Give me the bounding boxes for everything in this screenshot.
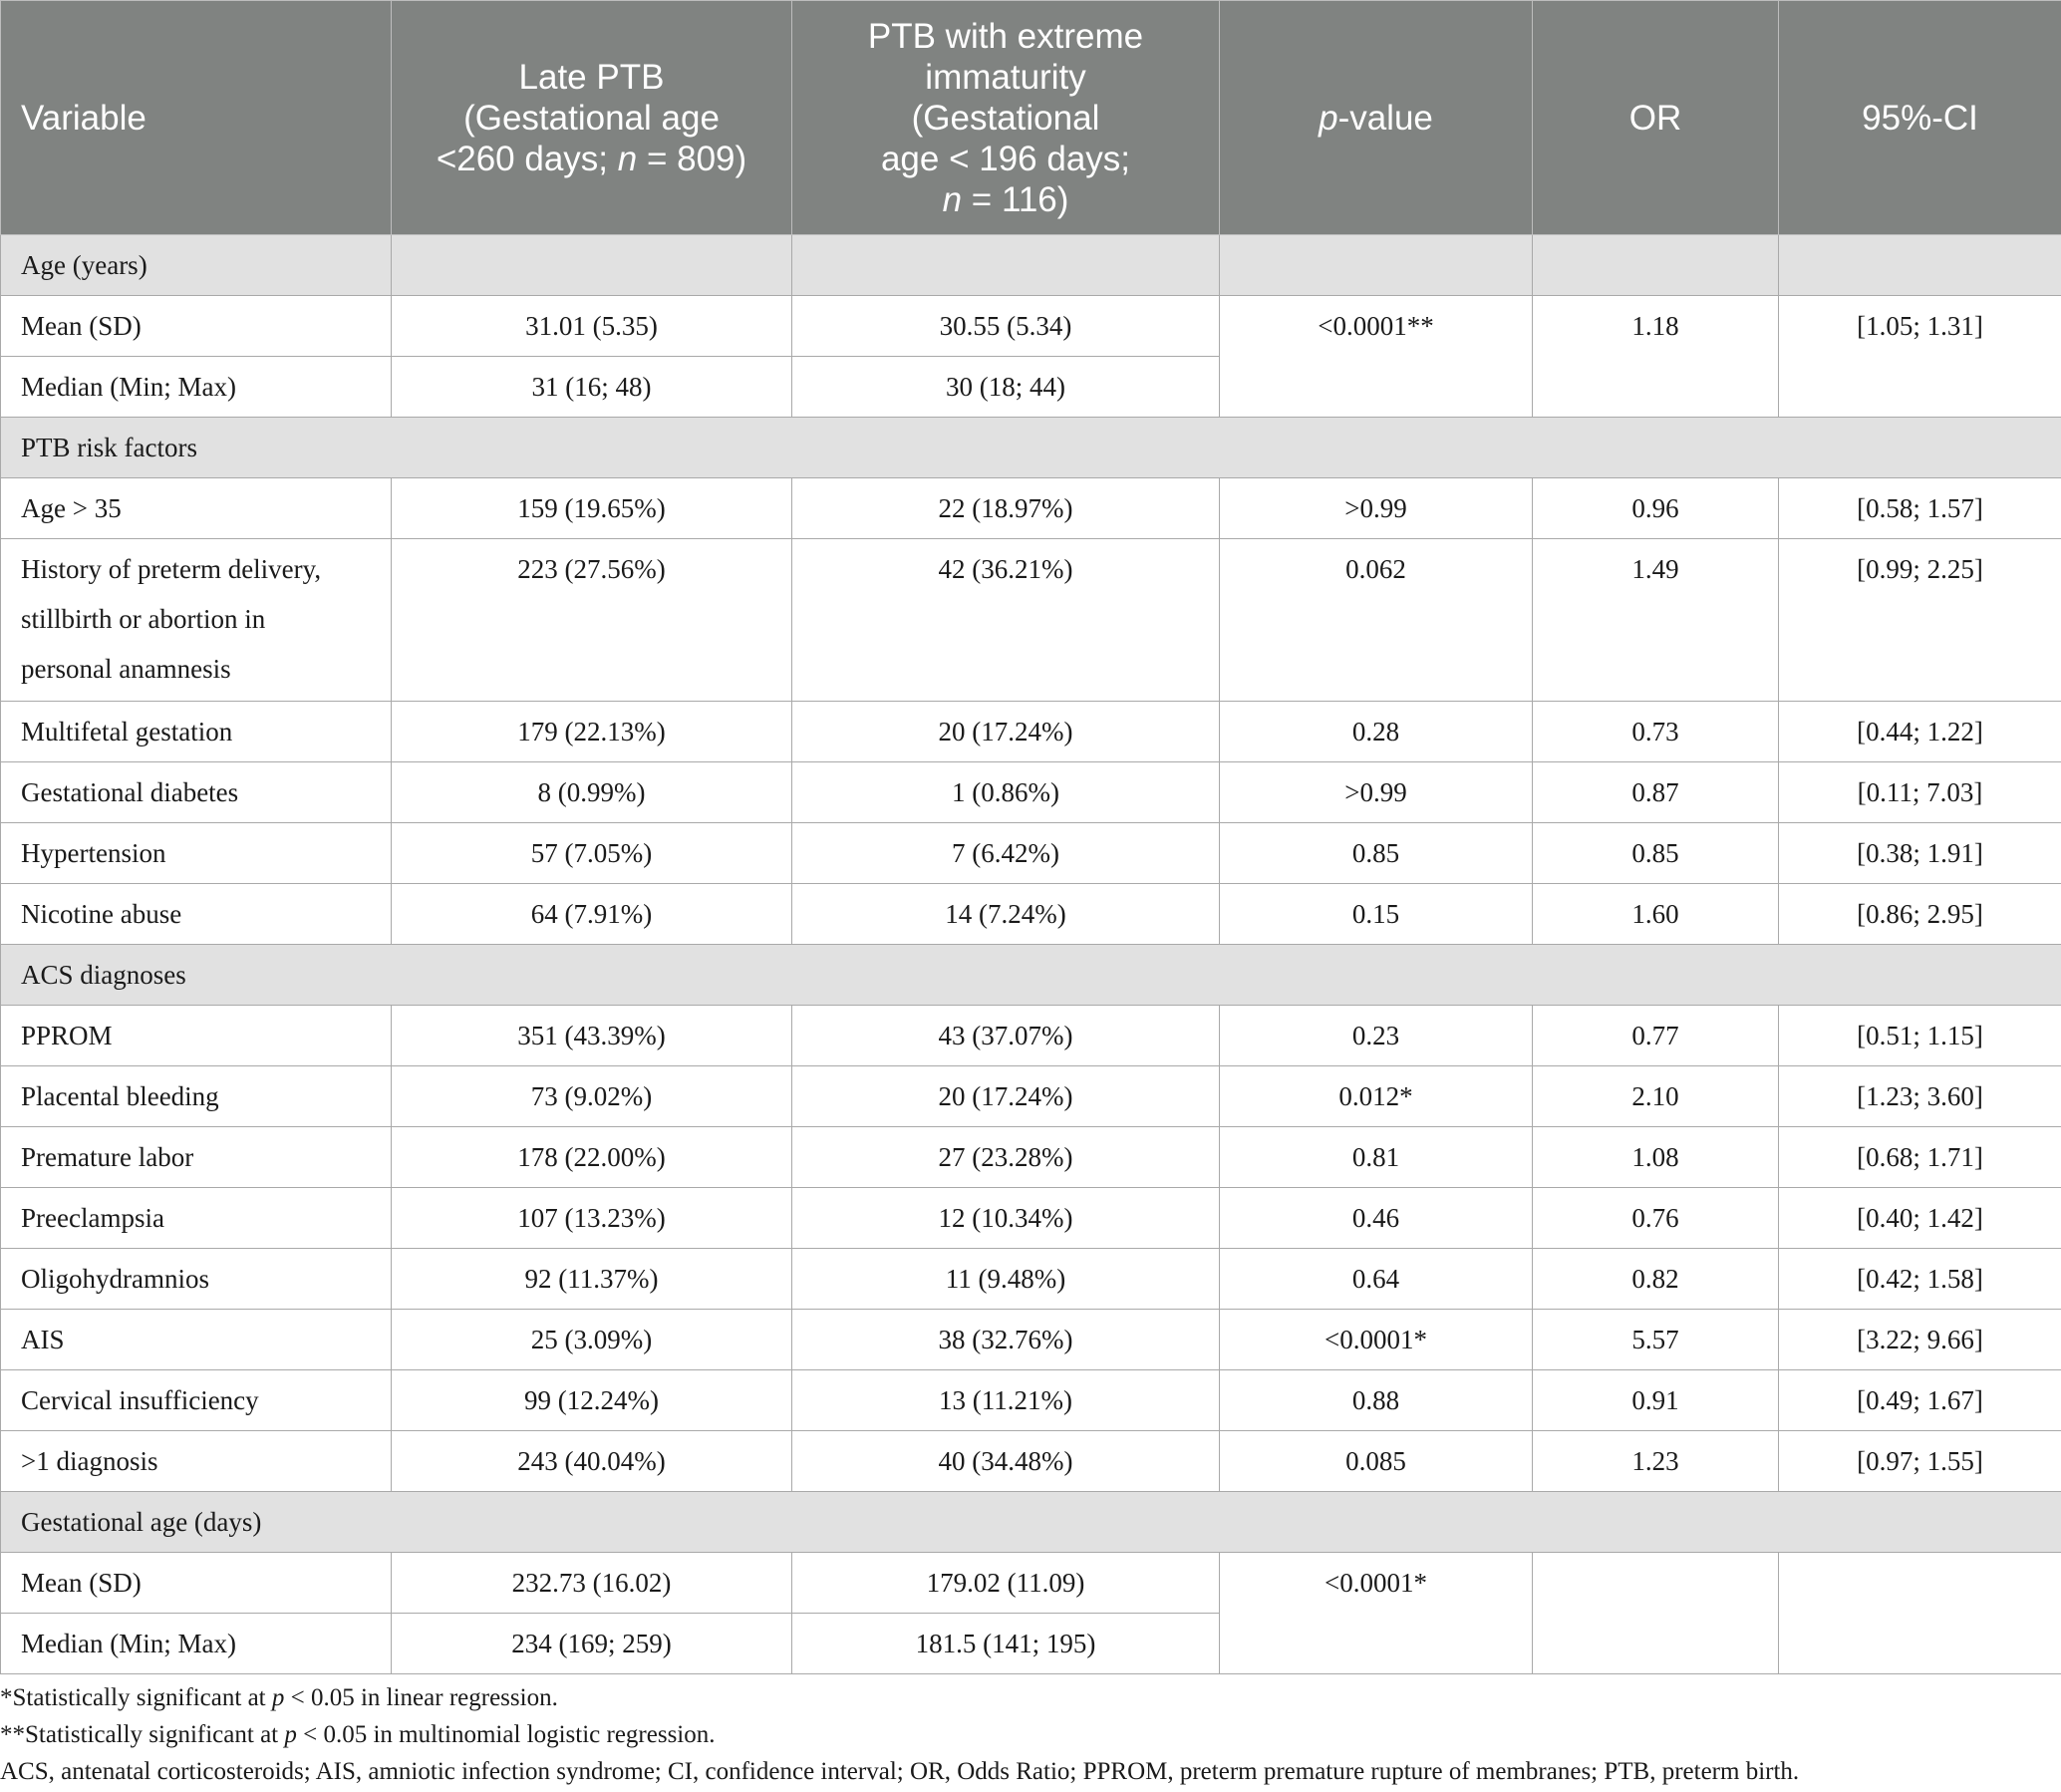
header-extreme-line3: (Gestational: [911, 98, 1100, 138]
section-row-age: [1, 235, 2061, 296]
header-extreme-line2: immaturity: [925, 57, 1086, 97]
section-label: Age (years): [1, 235, 392, 296]
table-footnotes: [0, 1679, 2061, 1790]
gestational-p-value: <0.0001*: [1220, 1553, 1533, 1674]
section-row-acs: [1, 945, 2061, 1006]
table-row: Gestational diabetes 8 (0.99%) 1 (0.86%) >0.99 0.87 [0.11; 7.03]: [1, 762, 2061, 823]
table-row: Multifetal gestation 179 (22.13%) 20 (17.24%) 0.28 0.73 [0.44; 1.22]: [1, 702, 2061, 762]
table-row: Mean (SD) 31.01 (5.35) 30.55 (5.34) <0.0001** 1.18 [1.05; 1.31]: [1, 296, 2061, 357]
age-ci: [1.05; 1.31]: [1779, 296, 2061, 418]
table-row: History of preterm delivery, stillbirth or abortion in personal anamnesis 223 (27.56%) 42 (36.21%) 0.062 1.49 [0.99; 2.25]: [1, 539, 2061, 702]
footnote-linear: *Statistically significant at p < 0.05 in linear regression.: [0, 1684, 558, 1711]
section-label: PTB risk factors: [1, 418, 2061, 478]
header-variable: Variable: [1, 1, 392, 235]
header-ci: 95%-CI: [1779, 1, 2061, 235]
header-or: OR: [1533, 1, 1779, 235]
table-row: Mean (SD) 232.73 (16.02) 179.02 (11.09) <0.0001*: [1, 1553, 2061, 1614]
section-row-gestational: [1, 1492, 2061, 1553]
table-row: Age > 35 159 (19.65%) 22 (18.97%) >0.99 0.96 [0.58; 1.57]: [1, 478, 2061, 539]
age-p-value: <0.0001**: [1220, 296, 1533, 418]
header-late-ptb-line2: (Gestational age: [463, 98, 720, 138]
footnote-multinomial: **Statistically significant at p < 0.05 in multinomial logistic regression.: [0, 1721, 716, 1748]
footnote-abbreviations: ACS, antenatal corticosteroids; AIS, amniotic infection syndrome; CI, confidence interval; OR, Odds Ratio; PPROM, preterm premature rupture of membranes; PTB, preterm birth.: [0, 1758, 1800, 1785]
header-late-ptb-line3: <260 days; n = 809): [436, 139, 747, 178]
table-row: Hypertension 57 (7.05%) 7 (6.42%) 0.85 0.85 [0.38; 1.91]: [1, 823, 2061, 884]
table-header: [1, 1, 2061, 235]
section-label: ACS diagnoses: [1, 945, 2061, 1006]
header-late-ptb-line1: Late PTB: [518, 57, 665, 97]
header-extreme-line4: age < 196 days;: [880, 139, 1131, 178]
table-row: Median (Min; Max) 234 (169; 259) 181.5 (141; 195): [1, 1614, 2061, 1674]
section-row-risk: [1, 418, 2061, 478]
table-row: Oligohydramnios 92 (11.37%) 11 (9.48%) 0.64 0.82 [0.42; 1.58]: [1, 1249, 2061, 1310]
header-late-ptb: [392, 1, 792, 235]
table-row: >1 diagnosis 243 (40.04%) 40 (34.48%) 0.085 1.23 [0.97; 1.55]: [1, 1431, 2061, 1492]
header-extreme-ptb: [792, 1, 1220, 235]
table-row: AIS 25 (3.09%) 38 (32.76%) <0.0001* 5.57 [3.22; 9.66]: [1, 1310, 2061, 1370]
header-p-value: p-value: [1220, 1, 1533, 235]
table-row: PPROM 351 (43.39%) 43 (37.07%) 0.23 0.77 [0.51; 1.15]: [1, 1006, 2061, 1066]
header-extreme-line5: n = 116): [942, 179, 1069, 219]
section-label: Gestational age (days): [1, 1492, 2061, 1553]
table-row: Nicotine abuse 64 (7.91%) 14 (7.24%) 0.15 1.60 [0.86; 2.95]: [1, 884, 2061, 945]
table-row: Cervical insufficiency 99 (12.24%) 13 (11.21%) 0.88 0.91 [0.49; 1.67]: [1, 1370, 2061, 1431]
table-row: Premature labor 178 (22.00%) 27 (23.28%) 0.81 1.08 [0.68; 1.71]: [1, 1127, 2061, 1188]
table-row: Preeclampsia 107 (13.23%) 12 (10.34%) 0.46 0.76 [0.40; 1.42]: [1, 1188, 2061, 1249]
table-row: Placental bleeding 73 (9.02%) 20 (17.24%) 0.012* 2.10 [1.23; 3.60]: [1, 1066, 2061, 1127]
table-row: Median (Min; Max) 31 (16; 48) 30 (18; 44): [1, 357, 2061, 418]
header-extreme-line1: PTB with extreme: [867, 16, 1144, 56]
age-or: 1.18: [1533, 296, 1779, 418]
